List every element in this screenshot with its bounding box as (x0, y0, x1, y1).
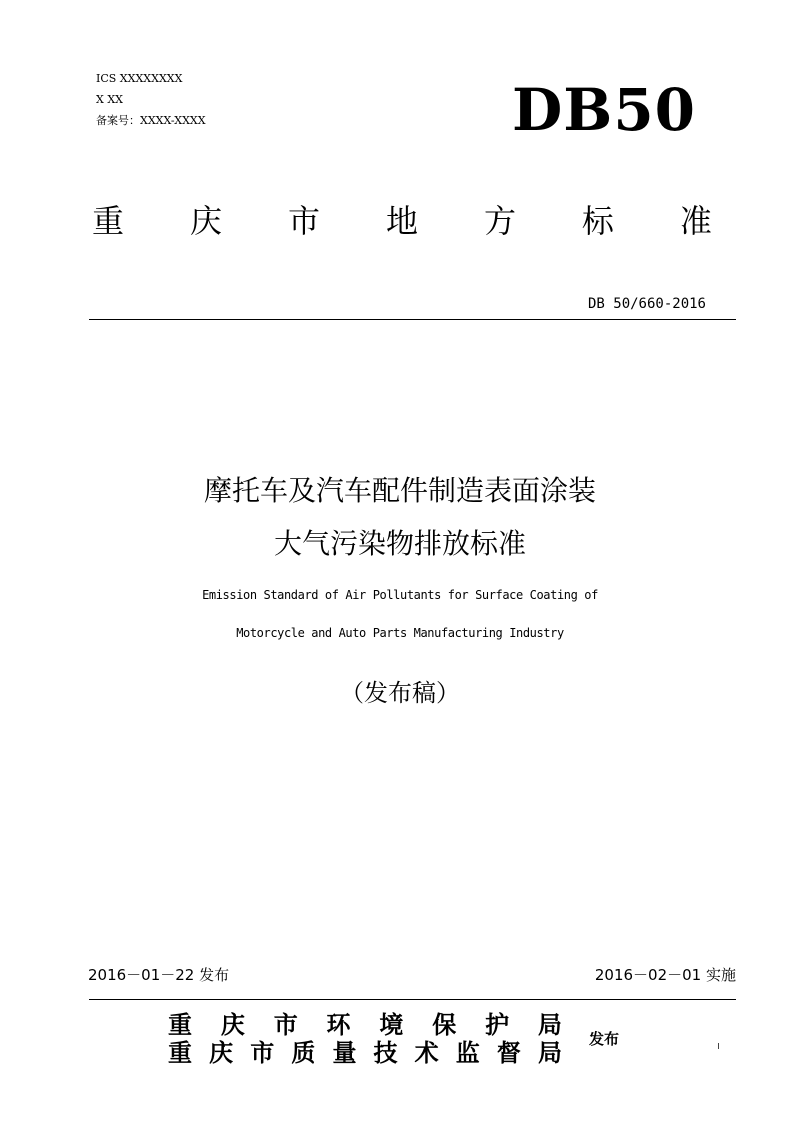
issuer-line-environment (168, 1011, 562, 1039)
draft-status: （发布稿） (340, 679, 460, 707)
title-en-line1: Emission Standard of Air Pollutants for Surface Coating of (202, 588, 598, 602)
issuer-char: 环 (326, 1011, 351, 1039)
issuer-char: 监 (455, 1039, 480, 1067)
issuer-char: 局 (537, 1039, 562, 1067)
filing-number: 备案号：XXXX-XXXX (96, 114, 206, 127)
issue-label: 发布 (589, 1030, 620, 1048)
issuer-char: 质 (291, 1039, 316, 1067)
issuing-authorities (168, 1011, 562, 1067)
ics-code: ICS XXXXXXXX (96, 72, 183, 85)
header-divider (89, 319, 736, 320)
standard-type-char: 重 (92, 202, 125, 240)
page-mark (718, 1043, 719, 1049)
issuer-char: 术 (414, 1039, 439, 1067)
standard-type-char: 方 (483, 202, 516, 240)
standard-code: DB 50/660-2016 (587, 296, 706, 312)
title-en-line2: Motorcycle and Auto Parts Manufacturing Industry (236, 626, 564, 640)
standard-type-char: 庆 (189, 202, 222, 240)
issuer-char: 庆 (209, 1039, 234, 1067)
issuer-char: 技 (373, 1039, 398, 1067)
title-zh-line1: 摩托车及汽车配件制造表面涂装 (203, 474, 596, 507)
footer-divider (89, 999, 736, 1000)
issuer-char: 境 (379, 1011, 404, 1039)
classification-code: X XX (96, 93, 123, 106)
issuer-char: 督 (496, 1039, 521, 1067)
standard-type-char: 准 (679, 202, 712, 240)
issuer-line-quality (168, 1039, 562, 1067)
standard-type-char: 标 (581, 202, 614, 240)
issuer-char: 护 (485, 1011, 510, 1039)
issuer-char: 局 (537, 1011, 562, 1039)
effective-date: 2016－02－01 实施 (594, 966, 736, 984)
issuer-char: 庆 (220, 1011, 245, 1039)
issuer-char: 量 (332, 1039, 357, 1067)
issue-date: 2016－01－22 发布 (88, 966, 230, 984)
issuer-char: 重 (168, 1011, 192, 1039)
standard-logo: DB50 (512, 76, 697, 144)
issuer-char: 保 (432, 1011, 457, 1039)
issuer-char: 市 (273, 1011, 298, 1039)
issuer-char: 重 (168, 1039, 192, 1067)
standard-type-heading (92, 200, 712, 242)
issuer-char: 市 (250, 1039, 275, 1067)
standard-type-char: 地 (385, 202, 418, 240)
standard-type-char: 市 (287, 202, 320, 240)
title-zh-line2: 大气污染物排放标准 (273, 527, 526, 560)
